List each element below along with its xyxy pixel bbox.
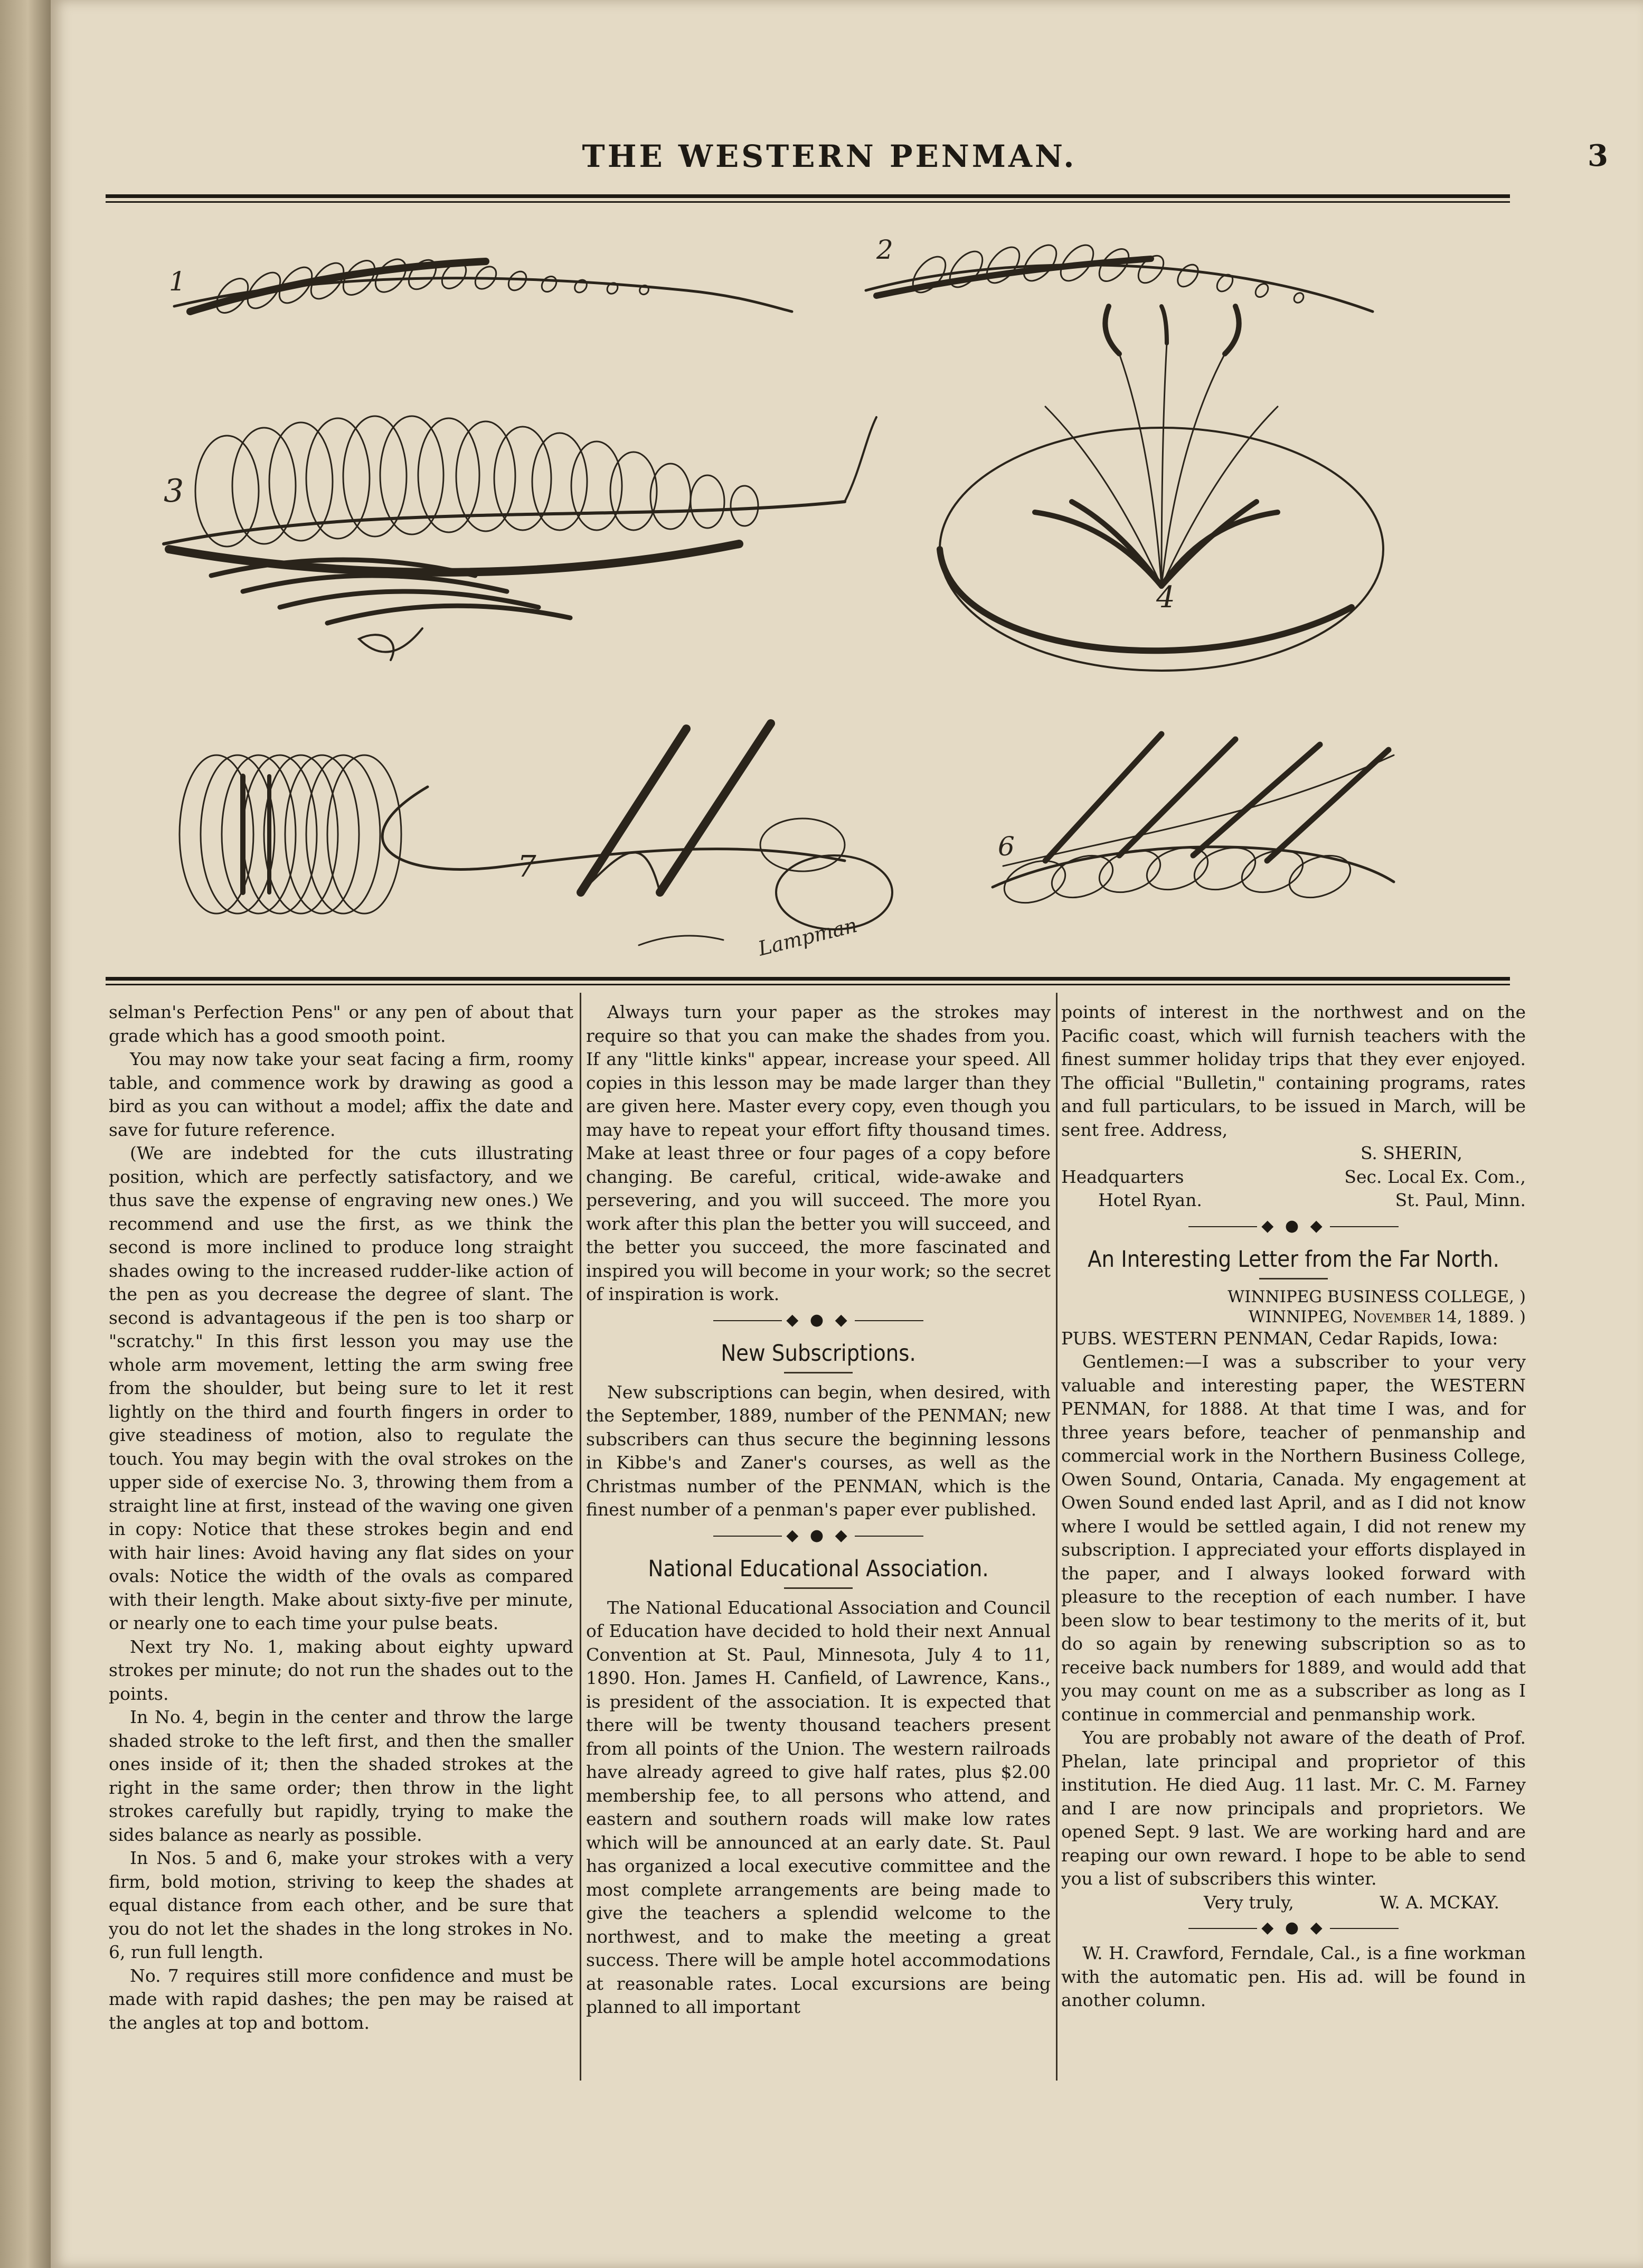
column-1	[109, 1001, 573, 2078]
exercise-5-ovals	[180, 755, 401, 914]
col1-paragraph: You may now take your seat facing a firm, roomy table, and commence work by drawing as good a bird as you can without a model; affix the date and save for future reference.	[109, 1049, 573, 1140]
letter-paragraph-1: Gentlemen:—I was a subscriber to your very valuable and interesting paper, the WESTERN PENMAN, for 1888. At that time I was, and for three years before, teacher of penmanship and commercial work in the Northern Business College, Owen Sound, Ontaria, Canada. My engagement at Owen Sound ended last April, and as I did not know where I would be settled again, I did not renew my subscription. I appreciated your efforts displayed in the paper, and I always looked forward with pleasure to the reception of each number. I have been slow to bear testimony to the merits of it, but do so again by renewing subscription so as to receive back numbers for 1889, and would add that you may count on me as a subscriber as long as I continue in commercial and penmanship work.	[1061, 1351, 1526, 1725]
short-rule	[784, 1372, 853, 1373]
closing-right: W. A. MCKAY.	[1380, 1891, 1499, 1913]
nea-text: The National Educational Association and Council of Education have decided to hold their next Annual Convention at St. Paul, Minnesota, July 4 to 11, 1890. Hon. James H. Canfield, of Lawrence, Kans., is president of the association. It is expected that there will be twenty thousand teachers present from all points of the Union. The western railroads have already agreed to give half rates, plus $2.00 membership fee, to all persons who attend, and eastern and southern roads will make low rates which will be announced at an early date. St. Paul has organized a local executive committee and the most complete arrangements are being made to give the teachers a splendid welcome to the northwest, and to make the meeting a great success. There will be ample hotel accommodations at reasonable rates. Local excursions are being planned to all important	[586, 1597, 1051, 2017]
col2-intro: Always turn your paper as the strokes may require so that you can make the shades from you. If any "little kinks" appear, increase your speed. All copies in this lesson may be made larger than they are given here. Master every copy, even though you may have to repeat your effort fifty thousand times. Make at least three or four pages of a copy before changing. Be careful, critical, wide-awake and persevering, and you will succeed. The more you work after this plan the better you will succeed, and the better you succeed, the more fascinated and inspired you will become in your work; so the secret of inspiration is work.	[586, 1002, 1051, 1304]
col1-paragraph: In No. 4, begin in the center and throw the large shaded stroke to the left first, and then the smaller ones inside of it; then the shaded strokes at the right in the same order; then throw in the light strokes carefully but rapidly, trying to make the sides balance as nearly as possible.	[109, 1707, 573, 1845]
signature-right-1: Sec. Local Ex. Com.,	[1344, 1166, 1526, 1187]
col1-paragraph: No. 7 requires still more confidence and must be made with rapid dashes; the pen may be raised at the angles at top and bottom.	[109, 1965, 573, 2033]
exercise-label-6: 6	[998, 831, 1015, 862]
crawford-note: W. H. Crawford, Ferndale, Cal., is a fine workman with the automatic pen. His ad. will be found in another column.	[1061, 1943, 1526, 2010]
exercise-1-flourish	[174, 253, 792, 318]
penmanship-exercises-illustration	[106, 206, 1510, 969]
col1-paragraph: (We are indebted for the cuts illustrating position, which are perfectly satisfactory, and we thus save the expense of engraving new ones.) We recommend and use the first, as we think the second is more inclined to produce long straight shades owing to the increased rudder-like action of the pen as you decrease the degree of slant. The second is advantageous if the pen is too sharp or "scratchy." In this first lesson you may use the whole arm movement, letting the arm swing free from the shoulder, but being sure to let it rest lightly on the third and fourth fingers in order to give steadiness of motion, also to regulate the touch. You may begin with the oval strokes on the upper side of exercise No. 3, throwing them from a straight line at first, instead of the waving one given in copy: Notice that these strokes begin and end with hair lines: Avoid having any flat sides on your ovals: Notice the width of the ovals as compared with their length. Make about sixty-five per minute, or nearly one to each time your pulse beats.	[109, 1143, 573, 1633]
flourish-drawing	[106, 206, 1510, 969]
new-subscriptions-heading: New Subscriptions.	[721, 1340, 916, 1367]
short-rule	[784, 1587, 853, 1589]
short-rule	[1259, 1278, 1328, 1279]
exercise-7-flourish	[382, 723, 892, 945]
binding-gutter	[0, 0, 51, 2268]
publication-title: THE WESTERN PENMAN.	[582, 138, 1077, 174]
exercise-label-7: 7	[517, 850, 536, 884]
column-separator	[580, 993, 581, 2081]
exercise-label-4: 4	[1156, 580, 1175, 615]
exercise-6-flourish	[993, 734, 1394, 910]
running-head	[51, 138, 1608, 175]
signature-name: S. SHERIN,	[1360, 1143, 1462, 1163]
ornament-divider: ◆ ● ◆	[1061, 1918, 1526, 1937]
ornament-divider: ◆ ● ◆	[586, 1311, 1051, 1330]
signature-line-1	[1061, 1165, 1526, 1189]
signature-line-2	[1061, 1189, 1526, 1212]
dateline-2: WINNIPEG, November 14, 1889. )	[1248, 1307, 1526, 1326]
letter-paragraph-2: You are probably not aware of the death of Prof. Phelan, late principal and proprietor of this institution. He died Aug. 11 last. Mr. C. M. Farney and I are now principals and proprietors. We opened Sept. 9 last. We are working hard and are reaping our own reward. I hope to be able to send you a list of subscribers this winter.	[1061, 1727, 1526, 1889]
ornament-divider: ◆ ● ◆	[1061, 1217, 1526, 1236]
column-2	[586, 1001, 1051, 2078]
letter-closing	[1061, 1891, 1526, 1915]
exercise-2-flourish	[866, 239, 1373, 312]
signature-right-2: St. Paul, Minn.	[1395, 1190, 1526, 1210]
exercise-4-flourish	[940, 306, 1383, 671]
page-number: 3	[1588, 138, 1608, 173]
nea-heading: National Educational Association.	[648, 1555, 989, 1582]
new-subscriptions-text: New subscriptions can begin, when desired, with the September, 1889, number of the PENMAN; new subscribers can thus secure the beginning lessons in Kibbe's and Zaner's courses, as well as the Christmas number of the PENMAN, which is the finest number of a penman's paper ever published.	[586, 1381, 1051, 1520]
exercise-label-1: 1	[169, 266, 186, 297]
nea-continued-text: points of interest in the northwest and on the Pacific coast, which will furnish teachers with the finest summer holiday trips that they ever enjoyed. The official "Bulletin," containing programs, rates and full particulars, to be issued in March, will be sent free. Address,	[1061, 1002, 1526, 1140]
exercise-label-2: 2	[876, 234, 893, 265]
col1-paragraph: Next try No. 1, making about eighty upward strokes per minute; do not run the shades out to the points.	[109, 1636, 573, 1704]
dateline	[1061, 1287, 1526, 1327]
column-separator	[1056, 993, 1057, 2081]
signature-left-1: Headquarters	[1061, 1166, 1184, 1187]
dateline-1: WINNIPEG BUSINESS COLLEGE, )	[1227, 1287, 1526, 1306]
exercise-3-flourish	[164, 416, 876, 660]
closing-left: Very truly,	[1204, 1891, 1294, 1913]
top-rule	[106, 194, 1510, 203]
ornament-divider: ◆ ● ◆	[586, 1526, 1051, 1545]
col1-paragraph: In Nos. 5 and 6, make your strokes with a very firm, bold motion, striving to keep the shades at equal distance from each other, and be sure that you do not let the shades in the long strokes in No. 6, run full length.	[109, 1848, 573, 1962]
engraver-signature: Lampman	[756, 913, 860, 961]
letter-addressee: PUBS. WESTERN PENMAN, Cedar Rapids, Iowa:	[1061, 1328, 1498, 1349]
letter-heading: An Interesting Letter from the Far North.	[1088, 1246, 1499, 1273]
illustration-bottom-rule	[106, 977, 1510, 985]
col1-paragraph: selman's Perfection Pens" or any pen of about that grade which has a good smooth point.	[109, 1002, 573, 1046]
column-3	[1061, 1001, 1526, 2078]
exercise-label-3: 3	[164, 473, 184, 510]
signature-left-2: Hotel Ryan.	[1098, 1190, 1202, 1210]
